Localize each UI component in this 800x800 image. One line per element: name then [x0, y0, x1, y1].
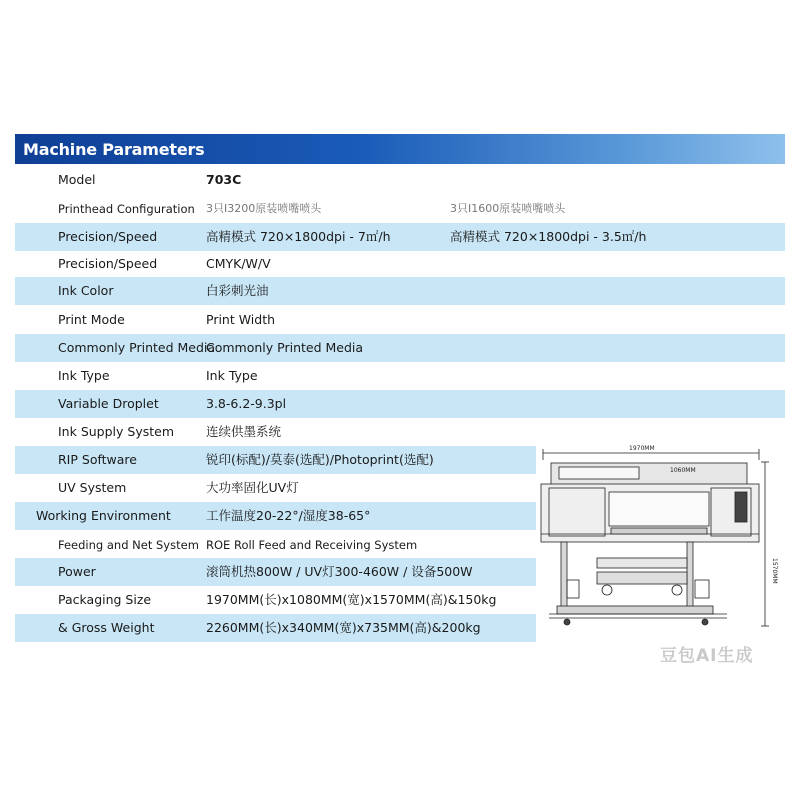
diagram-height-label: 1570MM: [771, 558, 778, 584]
diagram-inner-label: 1060MM: [670, 467, 696, 474]
table-row: [15, 531, 536, 559]
row-label: Model: [58, 172, 96, 187]
row-label: & Gross Weight: [58, 620, 155, 635]
row-label: Variable Droplet: [58, 396, 159, 411]
row-value: 2260MM(长)x340MM(宽)x735MM(高)&200kg: [206, 620, 481, 635]
diagram-width-label: 1970MM: [629, 445, 655, 452]
row-label: Commonly Printed Media: [58, 340, 216, 355]
row-label: Precision/Speed: [58, 229, 158, 244]
row-value: 703C: [206, 172, 242, 187]
row-value-secondary: 高精模式 720×1800dpi - 3.5㎡/h: [450, 229, 647, 244]
row-value: 3只I3200原装喷嘴喷头: [206, 202, 322, 215]
row-label: Printhead Configuration: [58, 202, 195, 216]
row-value: ROE Roll Feed and Receiving System: [206, 538, 418, 552]
row-label: Print Mode: [58, 312, 125, 327]
row-label: Ink Supply System: [58, 424, 175, 439]
row-label: RIP Software: [58, 452, 137, 467]
table-row: [15, 195, 566, 223]
row-value: Commonly Printed Media: [206, 340, 364, 355]
table-row: [15, 502, 536, 530]
section-title: Machine Parameters: [23, 139, 205, 159]
watermark-text: 豆包AI生成: [660, 646, 754, 666]
row-value: 高精模式 720×1800dpi - 7㎡/h: [206, 229, 391, 244]
table-row: [15, 586, 536, 614]
table-row: [15, 166, 536, 194]
row-label: Feeding and Net System: [58, 538, 199, 552]
row-value-secondary: 3只I1600原装喷嘴喷头: [450, 202, 566, 215]
row-value: 滚筒机热800W / UV灯300-460W / 设备500W: [206, 564, 473, 579]
table-row: [15, 390, 785, 418]
section-header: [15, 134, 785, 164]
row-label: Precision/Speed: [58, 256, 158, 271]
table-row: [15, 418, 536, 446]
row-label: UV System: [58, 480, 127, 495]
table-row: [15, 614, 536, 642]
row-value: CMYK/W/V: [206, 256, 271, 271]
table-row: [15, 277, 785, 305]
row-label: Power: [58, 564, 96, 579]
row-value: 工作温度20-22°/湿度38-65°: [206, 508, 371, 523]
row-label: Packaging Size: [58, 592, 152, 607]
row-value: Print Width: [206, 312, 276, 327]
table-row: [15, 223, 785, 251]
table-row: [15, 446, 536, 474]
row-label: Ink Color: [58, 283, 114, 298]
row-value: 锐印(标配)/莫泰(选配)/Photoprint(选配): [206, 452, 434, 467]
row-label: Working Environment: [36, 508, 171, 523]
table-row: [15, 362, 536, 390]
row-value: 连续供墨系统: [206, 424, 282, 439]
table-row: [15, 334, 785, 362]
row-label: Ink Type: [58, 368, 110, 383]
row-value: 3.8-6.2-9.3pl: [206, 396, 287, 411]
row-value: 大功率固化UV灯: [206, 480, 299, 495]
row-value: 白彩刺光油: [206, 283, 269, 298]
row-value: 1970MM(长)x1080MM(宽)x1570MM(高)&150kg: [206, 592, 497, 607]
table-row: [15, 558, 536, 586]
table-row: [15, 306, 536, 334]
table-row: [15, 474, 536, 502]
row-value: Ink Type: [206, 368, 258, 383]
machine-diagram: [537, 440, 785, 635]
table-row: [15, 250, 536, 278]
